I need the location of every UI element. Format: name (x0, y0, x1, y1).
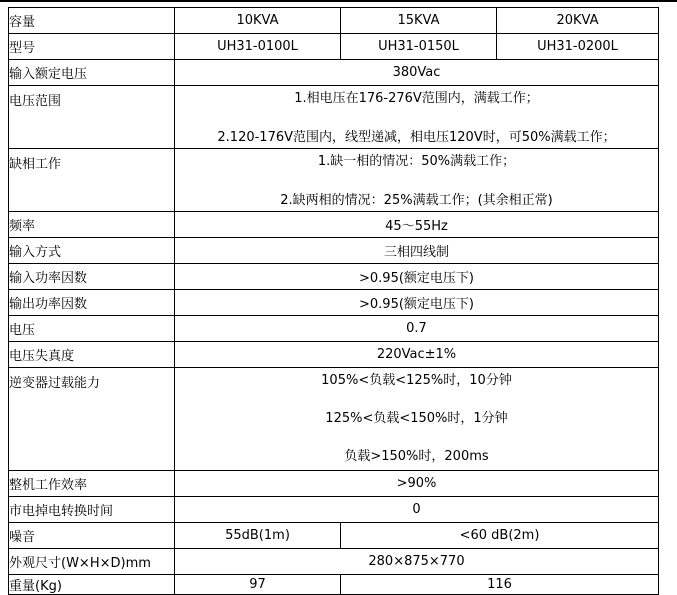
row-phase-loss-operation (9, 149, 659, 212)
row-input-power-factor (9, 264, 659, 290)
row-label-voltage-distortion: 电压失真度 (9, 342, 175, 368)
row-frequency (9, 212, 659, 238)
row-label-dimensions: 外观尺寸(W×H×D)mm (9, 549, 175, 575)
row-inverter-overload (9, 368, 659, 471)
voltage-value: 0.7 (175, 316, 659, 342)
capacity-15kva: 15KVA (341, 8, 497, 34)
noise-10kva: 55dB(1m) (175, 523, 341, 549)
inverter-overload-line-1: 105%<负载<125%时，10分钟 (321, 373, 512, 388)
row-noise (9, 523, 659, 549)
phase-loss-line-2: 2.缺两相的情况：25%满载工作；(其余相正常) (280, 193, 553, 208)
dimensions-value: 280×875×770 (175, 549, 659, 575)
input-mode-value: 三相四线制 (175, 238, 659, 264)
voltage-range-line-2: 2.120-176V范围内，线型递减，相电压120V时，可50%满载工作； (217, 130, 616, 145)
row-label-input-mode: 输入方式 (9, 238, 175, 264)
row-transfer-time (9, 497, 659, 523)
row-label-phase-loss-operation: 缺相工作 (9, 149, 175, 212)
model-15kva: UH31-0150L (341, 34, 497, 60)
row-label-voltage-range: 电压范围 (9, 86, 175, 149)
row-label-overall-efficiency: 整机工作效率 (9, 471, 175, 497)
row-voltage-range (9, 86, 659, 149)
weight-15-20kva: 116 (341, 575, 659, 595)
row-input-mode (9, 238, 659, 264)
row-voltage (9, 316, 659, 342)
row-label-voltage: 电压 (9, 316, 175, 342)
voltage-range-value (175, 86, 659, 149)
row-label-input-power-factor: 输入功率因数 (9, 264, 175, 290)
voltage-distortion-value: 220Vac±1% (175, 342, 659, 368)
row-input-rated-voltage (9, 60, 659, 86)
row-overall-efficiency (9, 471, 659, 497)
row-label-output-power-factor: 输出功率因数 (9, 290, 175, 316)
weight-10kva: 97 (175, 575, 341, 595)
row-dimensions (9, 549, 659, 575)
inverter-overload-value (175, 368, 659, 471)
voltage-range-line-1: 1.相电压在176-276V范围内，满载工作； (294, 91, 539, 106)
row-label-weight: 重量(Kg) (9, 575, 175, 595)
row-label-model: 型号 (9, 34, 175, 60)
row-label-frequency: 频率 (9, 212, 175, 238)
row-label-transfer-time: 市电掉电转换时间 (9, 497, 175, 523)
overall-efficiency-value: >90% (175, 471, 659, 497)
top-border-line (0, 0, 677, 2)
row-weight (9, 575, 659, 595)
input-power-factor-value: >0.95(额定电压下) (175, 264, 659, 290)
frequency-value: 45～55Hz (175, 212, 659, 238)
model-20kva: UH31-0200L (497, 34, 659, 60)
row-label-capacity: 容量 (9, 8, 175, 34)
model-10kva: UH31-0100L (175, 34, 341, 60)
row-output-power-factor (9, 290, 659, 316)
noise-15-20kva: <60 dB(2m) (341, 523, 659, 549)
row-label-noise: 噪音 (9, 523, 175, 549)
inverter-overload-line-3: 负载>150%时，200ms (344, 449, 489, 464)
capacity-10kva: 10KVA (175, 8, 341, 34)
row-voltage-distortion (9, 342, 659, 368)
phase-loss-line-1: 1.缺一相的情况：50%满载工作； (317, 154, 516, 169)
input-rated-voltage-value: 380Vac (175, 60, 659, 86)
row-label-inverter-overload: 逆变器过载能力 (9, 368, 175, 471)
row-capacity (9, 8, 659, 34)
transfer-time-value: 0 (175, 497, 659, 523)
row-label-input-rated-voltage: 输入额定电压 (9, 60, 175, 86)
output-power-factor-value: >0.95(额定电压下) (175, 290, 659, 316)
inverter-overload-line-2: 125%<负载<150%时，1分钟 (325, 411, 508, 426)
capacity-20kva: 20KVA (497, 8, 659, 34)
phase-loss-operation-value (175, 149, 659, 212)
row-model (9, 34, 659, 60)
ups-spec-table (8, 7, 659, 595)
